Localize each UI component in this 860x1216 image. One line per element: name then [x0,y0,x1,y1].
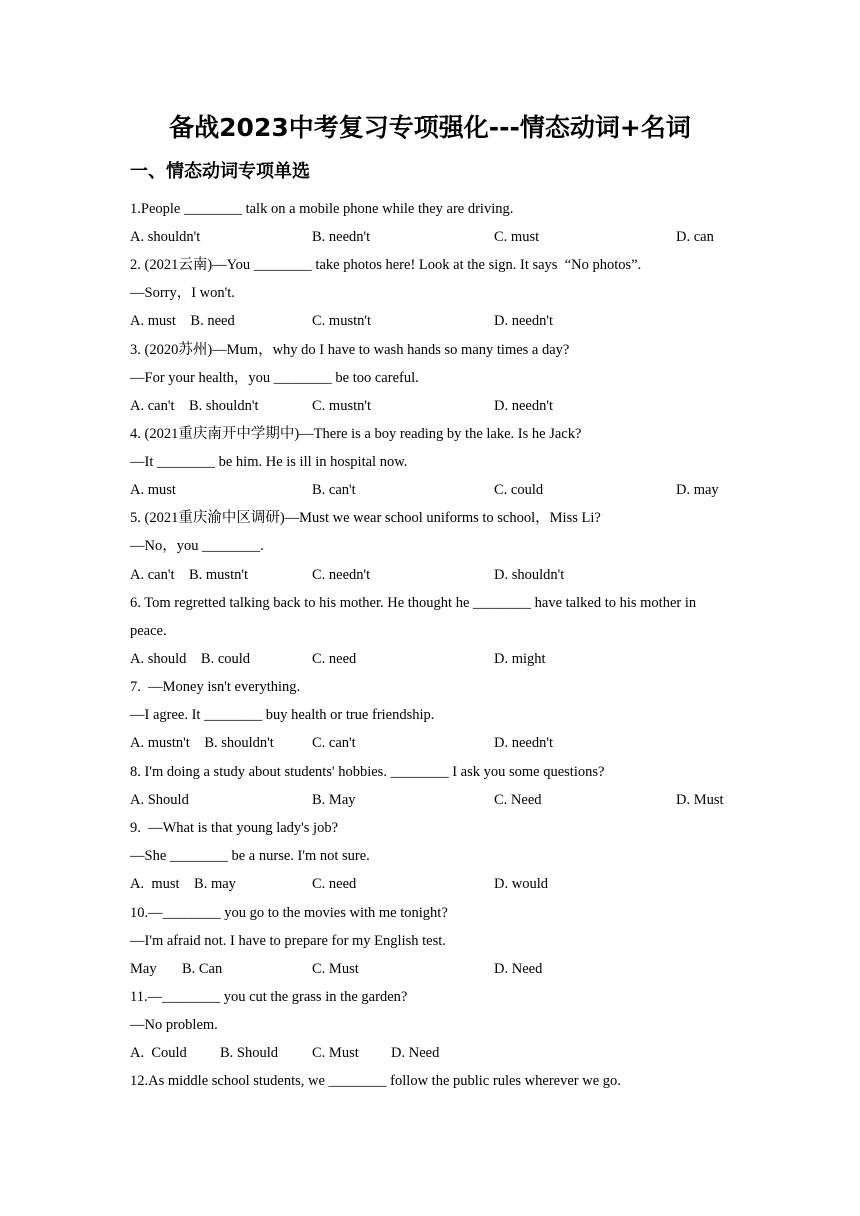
question-6-stem-continued: peace. [130,623,167,639]
question-5-stem: 5. (2021重庆渝中区调研)—Must we wear school uniforms to school，Miss Li? [130,510,601,526]
question-9-option-d: D. would [494,876,548,892]
question-4-stem: 4. (2021重庆南开中学期中)—There is a boy reading by the lake. Is he Jack? [130,426,582,442]
question-6-stem: 6. Tom regretted talking back to his mother. He thought he ________ have talked to his mother in [130,595,697,611]
question-9-reply: —She ________ be a nurse. I'm not sure. [130,848,370,864]
question-1-option-d: D. can [676,229,714,245]
question-10-options-ab: May B. Can [130,961,223,977]
question-3-option-c: C. mustn't [312,398,372,414]
question-11-reply: —No problem. [130,1017,218,1033]
question-2-stem: 2. (2021云南)—You ________ take photos here! Look at the sign. It says “No photos”. [130,257,642,273]
question-9-option-c: C. need [312,876,357,892]
question-10-stem: 10.—________ you go to the movies with me tonight? [130,905,448,921]
question-3-options-ab: A. can't B. shouldn't [130,398,259,414]
question-8-stem: 8. I'm doing a study about students' hobbies. ________ I ask you some questions? [130,764,605,780]
question-1-option-a: A. shouldn't [130,229,201,245]
question-8-option-a: A. Should [130,792,189,808]
question-10-reply: —I'm afraid not. I have to prepare for my English test. [130,933,446,949]
question-6-options-ab: A. should B. could [130,651,251,667]
question-8-option-b: B. May [312,792,356,808]
question-1-option-b: B. needn't [312,229,371,245]
question-3-stem: 3. (2020苏州)—Mum，why do I have to wash hands so many times a day? [130,342,570,358]
question-4-reply: —It ________ be him. He is ill in hospital now. [130,454,408,470]
question-4-option-a: A. must [130,482,176,498]
question-2-options-ab: A. must B. need [130,313,235,329]
question-2-reply: —Sorry，I won't. [130,285,235,301]
question-4-option-c: C. could [494,482,544,498]
question-3-reply: —For your health，you ________ be too careful. [130,370,419,386]
question-8-option-d: D. Must [676,792,724,808]
question-11-stem: 11.—________ you cut the grass in the garden? [130,989,408,1005]
question-7-option-c: C. can't [312,735,356,751]
question-11-option-b: B. Should [220,1045,279,1061]
question-1-stem: 1.People ________ talk on a mobile phone while they are driving. [130,201,514,217]
question-3-option-d: D. needn't [494,398,553,414]
document-title: 备战2023中考复习专项强化---情态动词+名词 [169,113,691,142]
question-11-option-a: A. Could [130,1045,187,1061]
question-9-stem: 9. —What is that young lady's job? [130,820,338,836]
question-2-option-c: C. mustn't [312,313,372,329]
question-7-options-ab: A. mustn't B. shouldn't [130,735,274,751]
question-10-option-c: C. Must [312,961,359,977]
question-7-reply: —I agree. It ________ buy health or true friendship. [130,707,435,723]
question-5-option-c: C. needn't [312,567,371,583]
question-7-option-d: D. needn't [494,735,553,751]
question-11-option-c: C. Must [312,1045,359,1061]
question-1-option-c: C. must [494,229,540,245]
question-5-option-d: D. shouldn't [494,567,565,583]
question-5-reply: —No，you ________. [130,538,264,554]
section-heading: 一、情态动词专项单选 [130,161,310,182]
question-2-option-d: D. needn't [494,313,553,329]
question-4-option-d: D. may [676,482,719,498]
question-4-option-b: B. can't [312,482,356,498]
question-6-option-c: C. need [312,651,357,667]
question-12-stem: 12.As middle school students, we ________ follow the public rules wherever we go. [130,1073,621,1089]
question-5-options-ab: A. can't B. mustn't [130,567,248,583]
question-6-option-d: D. might [494,651,546,667]
question-10-option-d: D. Need [494,961,543,977]
question-9-options-ab: A. must B. may [130,876,236,892]
question-11-option-d: D. Need [391,1045,440,1061]
question-7-stem: 7. —Money isn't everything. [130,679,301,695]
question-8-option-c: C. Need [494,792,542,808]
